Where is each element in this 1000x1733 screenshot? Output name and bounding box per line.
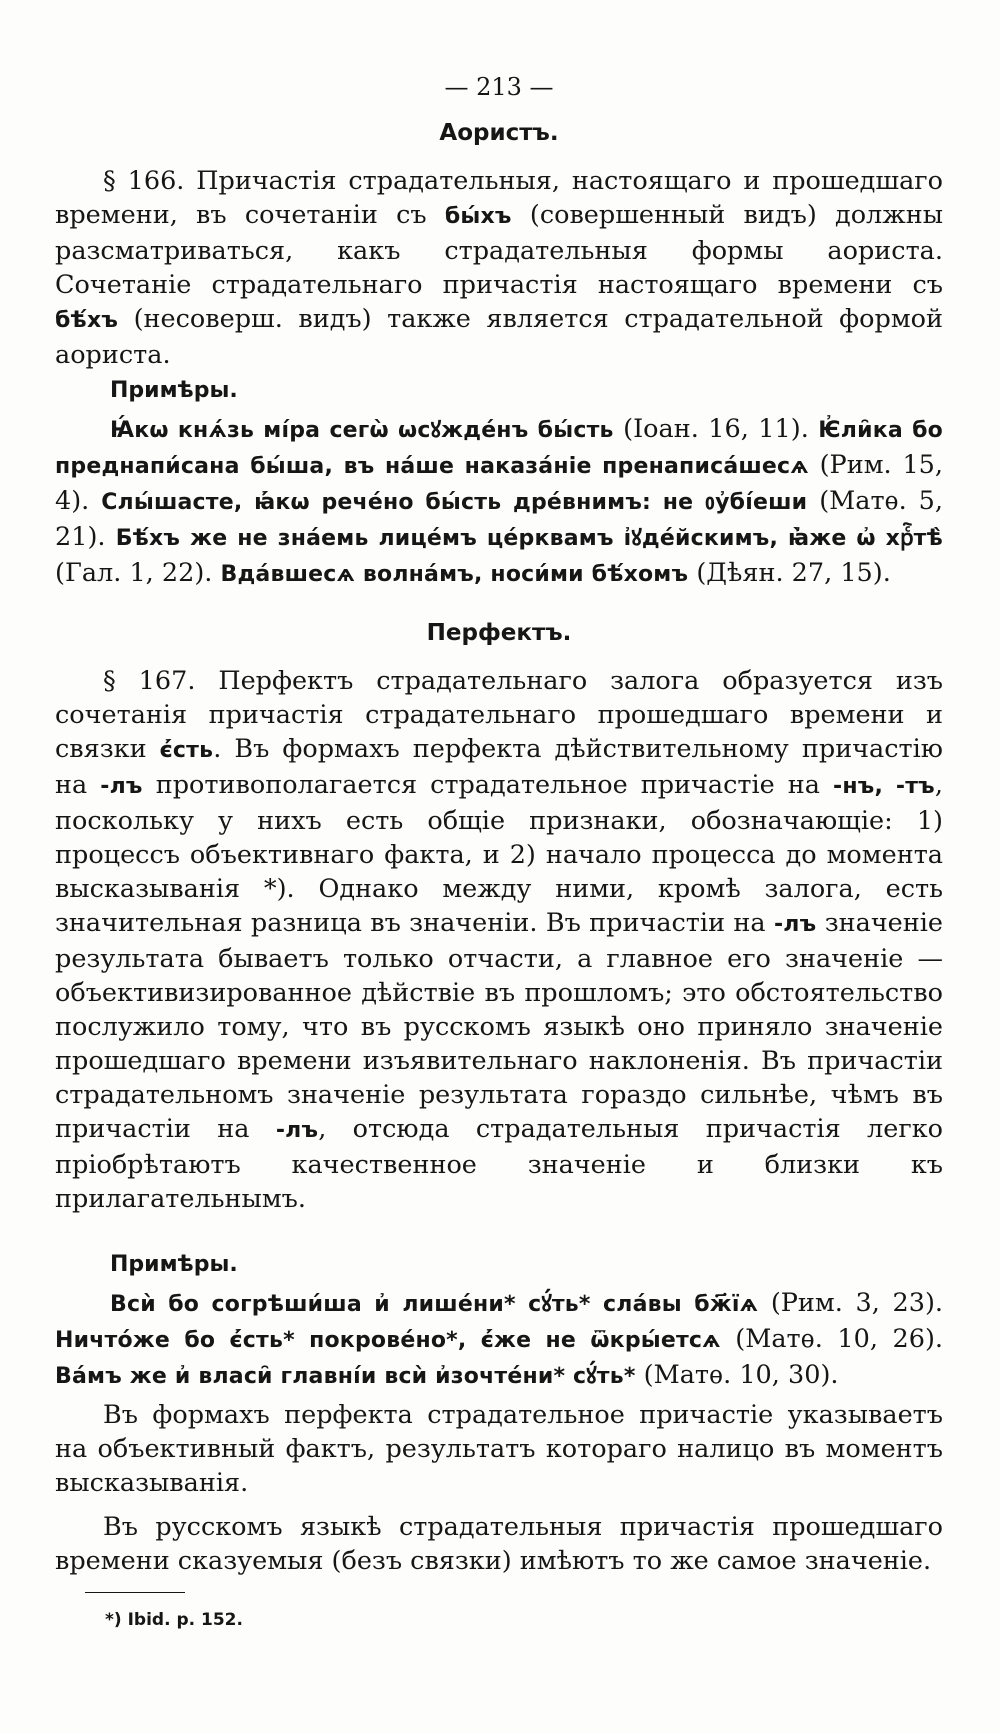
examples-label-perfect: Примѣры. [110,1252,238,1277]
examples-perfect [55,1286,943,1394]
paragraph-166 [55,164,943,372]
paragraph-perfect-note-1: Въ формахъ перфекта страдательное причастіе указываетъ на объективный фактъ, результатъ котораго налицо въ моментъ высказыванія. [55,1400,943,1498]
section-heading-aorist: Аористъ. [439,120,559,146]
examples-perfect-church-slavonic-quote-2: Ничто́же бо є҆́сть* покрове́но*, є҆́же не ѿкры́етсѧ [55,1328,721,1353]
examples-perfect-church-slavonic-quote-0: Всѝ бо согрѣши́ша и҆ лише́ни* сꙋ́ть* сла́вы бж҃їѧ [110,1292,759,1317]
footnote: *) Ibid. p. 152. [105,1610,243,1630]
examples-perfect-text-1: (Рим. 3, 23). [758,1288,944,1318]
section-heading-perfect: Перфектъ. [426,620,572,646]
page-number: — 213 — [444,73,554,101]
page-content [55,70,943,1637]
examples-aorist-text-3: (Рим. 15, 4). [55,450,944,516]
paragraph-167-text-2: . Въ формахъ перфекта дѣйствительному причастію на [55,734,943,800]
paragraph-167-text-6: , поскольку у нихъ есть общіе признаки, обозначающіе: 1) процессъ объективнаго факта, и 2) начало процесса до момента высказыванія *). Однако между ними, кромѣ залога, есть значительная разница въ значеніи. Въ причастіи на [55,770,943,938]
paragraph-166-church-slavonic-quote-3: бѣ́хъ [55,308,119,333]
paragraph-167-church-slavonic-quote-7: -лъ [773,912,817,937]
paragraph-166-text-2: (совершенный видъ) должны разсматриваться, какъ страдательныя формы аориста. Сочетаніе страдательнаго причастія настоящаго времени съ [55,200,943,300]
examples-aorist-church-slavonic-quote-4: Слы́шасте, ꙗ҆́кѡ рече́но бы́сть дре́внимъ: не ᲂу҆бі́еши [101,490,808,515]
paragraph-166-text-0: § 166. Причастія страдательныя, настоящаго и прошедшаго времени, въ сочетаніи съ [55,166,943,230]
footnote-divider [85,1592,185,1593]
examples-aorist-church-slavonic-quote-8: Вда́вшесѧ волна́мъ, носи́ми бѣ́хомъ [220,562,689,587]
paragraph-167-church-slavonic-quote-9: -лъ [275,1118,319,1143]
examples-aorist-church-slavonic-quote-6: Бѣ́хъ же не зна́емь лице́мъ це́рквамъ і҆ꙋде́йскимъ, ꙗ҆̀же ѡ҆ хрⷭ҇тѣ̀ [115,526,943,551]
paragraph-167-text-8: значеніе результата бываетъ только отчасти, а главное его значеніе — объективизированное дѣйствіе въ прошломъ; это обстоятельство послужило тому, что въ русскомъ языкѣ оно приняло значеніе прошедшаго времени изъявительнаго наклоненія. Въ причастіи страдательномъ значеніе результата гораздо сильнѣе, чѣмъ въ причастіи на [55,908,944,1144]
paragraph-167-text-4: противополагается страдательное причастіе на [142,770,834,800]
paragraph-perfect-note-2: Въ русскомъ языкѣ страдательныя причастія прошедшаго времени сказуемыя (безъ связки) имѣютъ то же самое значеніе. [55,1512,943,1576]
paragraph-167-church-slavonic-quote-1: є҆́сть [159,738,214,763]
examples-aorist-text-5: (Матѳ. 5, 21). [55,486,943,552]
paragraph-167-church-slavonic-quote-5: -нъ, -тъ [833,774,935,799]
examples-perfect-church-slavonic-quote-4: Ва́мъ же и҆ власи̑ главні́и всѝ и҆зочте́ни* сꙋ́ть* [55,1364,636,1389]
paragraph-166-church-slavonic-quote-1: бы́хъ [444,204,512,229]
examples-perfect-text-3: (Матѳ. 10, 26). [720,1324,944,1354]
examples-aorist-text-9: (Дѣян. 27, 15). [688,558,891,588]
paragraph-166-text-4: (несоверш. видъ) также является страдательной формой аориста. [55,304,943,370]
examples-label-aorist: Примѣры. [110,378,238,403]
paragraph-167-text-0: § 167. Перфектъ страдательнаго залога образуется изъ сочетанія причастія страдательнаго прошедшаго времени и связки [55,666,943,764]
examples-aorist-text-1: (Іоан. 16, 11). [613,414,819,444]
paragraph-167-church-slavonic-quote-3: -лъ [100,774,143,799]
examples-aorist [55,412,943,592]
examples-aorist-church-slavonic-quote-0: Ꙗ́кѡ кнѧ́зь мі́ра сегѡ̀ ѡсꙋжде́нъ бы́сть [110,418,614,443]
examples-aorist-church-slavonic-quote-2: Ѥ҆ли̑ка бо преднапи́сана бы́ша, въ на́ше наказа́ніе пренаписа́шесѧ [55,418,943,479]
paragraph-167 [55,664,943,1216]
examples-aorist-text-7: (Гал. 1, 22). [55,558,221,588]
examples-perfect-text-5: (Матѳ. 10, 30). [635,1360,839,1390]
paragraph-167-text-10: , отсюда страдательныя причастія легко пріобрѣтаютъ качественное значеніе и близки къ прилагательнымъ. [55,1114,943,1214]
